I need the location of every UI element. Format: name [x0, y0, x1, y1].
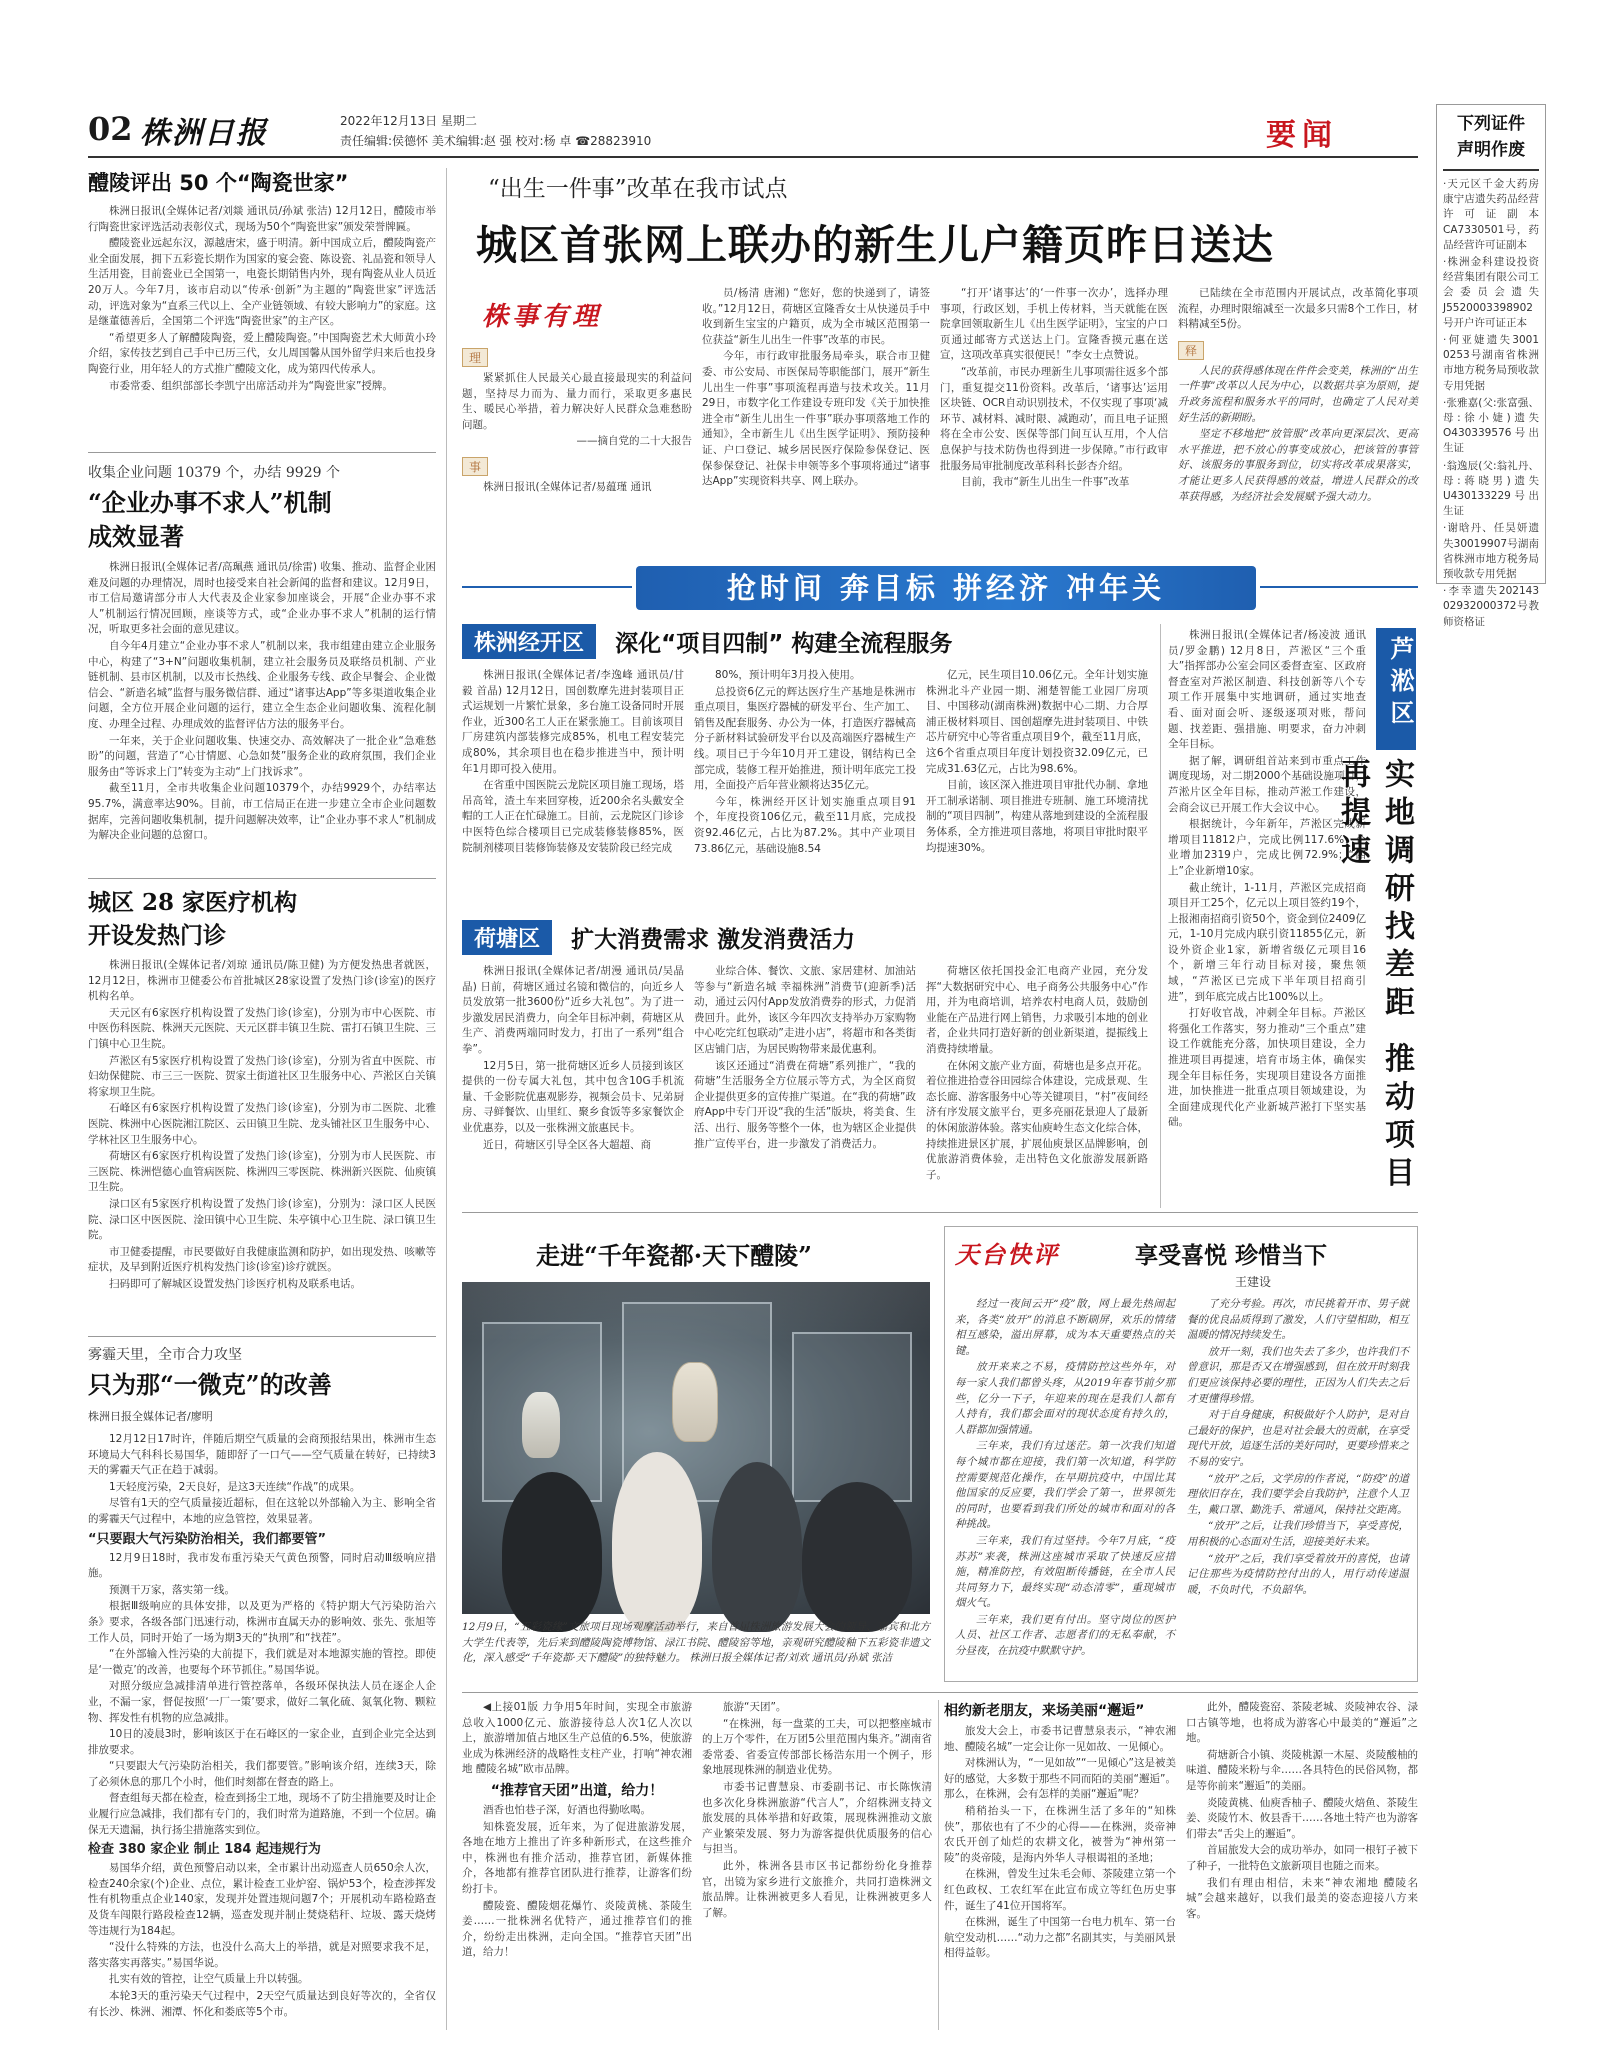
paragraph: 荷塘区依托国投金汇电商产业园，充分发挥“大数据研究中心、电子商务公共服务中心”作用，并为电商培训，培养农村电商人员，鼓励创业能在产品进行网上销售，力求吸引本地的创业者，企业共同打造好新的创业新渠道，提振线上消费持续增量。	[926, 965, 1148, 1055]
paragraph: 我们有理由相信，未来“神农湘地 醴陵名城”会越来越好，以我们最美的姿态迎接八方来客。	[1186, 1876, 1418, 1920]
paragraph: 市委书记曹慧泉、市委副书记、市长陈恢清也多次化身株洲旅游“代言人”，介绍株洲支持文旅发展的具体举措和好政策，展现株洲推动文旅产业繁荣发展、努力为游客提供优质服务的信心与担当。	[702, 1780, 932, 1856]
column-divider	[1160, 624, 1161, 1208]
paragraph: “改革前，市民办理新生儿事项需往返多个部门，重复提交11份资料。改革后，‘诸事达’运用区块链、OCR自动识别技术，不仅实现了事项‘减环节、减材料、减时限、减跑动’，而且电子证照将在全市公安、医保等部门间互认互用，个人信息保护与技术防伪也得到进一步保障。”市行政审批服务局审批制度改革科科长彭杏介绍。	[940, 365, 1168, 472]
display-case	[792, 1332, 912, 1502]
paragraph: 稍稍抬头一下，在株洲生活了多年的“知株侠”，那依也有了不少的心得——在株洲，炎帝神农氏开创了灿烂的农耕文化，被誉为“神州第一陵”的炎帝陵，是海内外华人寻根谒祖的圣地；	[944, 1804, 1176, 1864]
cont-col2	[702, 1700, 932, 2030]
article-body	[955, 1297, 1175, 1660]
porcelain-vase-icon	[522, 1392, 560, 1458]
article-kicker: 收集企业问题 10379 个，办结 9929 个	[88, 465, 340, 481]
region-title: 深化“项目四制” 构建全流程服务	[615, 631, 953, 657]
paragraph: “没什么特殊的方法，也没什么高大上的举措，就是对照要求我不足，落实落实再落实。”易国华说。	[88, 1941, 436, 1969]
article-body	[88, 1861, 436, 2020]
paragraph: 首届旅发大会的成功举办，如同一根钉子被下了种子，一批特色文旅新项目也随之而来。	[1186, 1844, 1418, 1872]
tag-shi: 事	[462, 457, 488, 476]
article-body	[88, 958, 436, 1292]
paragraph: 今年，株洲经开区计划实施重点项目91个，年度投资106亿元，截至11月底，完成投资92.46亿元，占比为87.2%。其中产业项目73.86亿元，基础设施8.54	[694, 795, 916, 855]
photo-museum-visit	[462, 1282, 930, 1614]
display-light	[462, 1282, 930, 1342]
paragraph: 打好收官战，冲刺全年目标。芦淞区将强化工作落实，努力推动“三个重点”建设工作就能充分落，加快项目建设，全力推进项目再提速，培育市场主体，确保实现全年目标任务，实现项目建设各方面推进，加快推进一批重点项目领域建设，为全面建成现代化产业新城芦淞打下坚实基础。	[1168, 1007, 1366, 1129]
paragraph: 员/杨清 唐湘) “您好，您的快递到了，请签收。”12月12日，荷塘区宣隆香女士从快递员手中收到新生宝宝的户籍页，成为全市城区范围第一位获益“新生儿出生一件事”改革的市民。	[702, 287, 930, 346]
paragraph: 炎陵黄桃、仙庾香柚子、醴陵火焙鱼、茶陵生姜、炎陵竹木、攸县香干……各地土特产也为游客们带去“舌尖上的邂逅”。	[1186, 1796, 1418, 1840]
paragraph: 渌口区有5家医疗机构设置了发热门诊(诊室)，分别为：渌口区人民医院、渌口区中医医院、淦田镇中心卫生院、朱亭镇中心卫生院、渌口镇卫生院。	[88, 1197, 436, 1242]
column-logo: 天台快评	[955, 1240, 1059, 1269]
paragraph: 1天轻度污染，2天良好，是这3天连续“作战”的成果。	[109, 1480, 361, 1493]
paragraph: 荷塘区有6家医疗机构设置了发热门诊(诊室)，分别为市人民医院、市三医院、株洲恺德心血管病医院、株洲四三零医院、株洲新兴医院、仙庾镇卫生院。	[88, 1150, 436, 1194]
notice-item: ·张雅嘉(父:张富强、母:徐小婕)遗失O430339576号出生证	[1443, 396, 1539, 455]
paragraph: 10日的凌晨3时，影响该区于在石峰区的一家企业，直到企业完全达到排放要求。	[88, 1728, 436, 1756]
paragraph: 株洲日报讯(全媒体记者/高珮燕 通讯员/徐雷) 收集、推动、监督企业困难及问题的办理情况，周时也接受来自社会新闻的监督和建议。12月9日，市工信局邀请部分市人大代表及企业家参加座谈会，开展“企业办事不求人”机制运行情况回顾，座谈等方式，或“企业办事不求人”机制的运行情况，听取更多社会面的意见建议。	[88, 561, 436, 636]
hetang-col3	[926, 964, 1148, 1208]
article-body	[1186, 1700, 1418, 1922]
cont-col3	[944, 1700, 1176, 2030]
paragraph: 扎实有效的管控，让空气质量上升以转强。	[109, 1973, 309, 1986]
photo-caption: 12月9日，“五彩瓷缘”文旅项目现场观摩活动举行，来自首届株洲旅游发展大会的领导、嘉宾和北方大学生代表等，先后来到醴陵陶瓷博物馆、渌江书院、醴陵窑等地，亲观研究醴陵釉下五彩瓷非遗文化，深入感受“千年瓷都·天下醴陵”的独特魅力。 株洲日报全媒体记者/刘欢 通讯员/孙斌 张洁	[462, 1621, 930, 1664]
paragraph: 放开一刻，我们也失去了多少，也许我们不曾意识，那是否又在增强感到，但在放开时刻我们更应该保持必要的理性，正因为人们失去之后才更懂得珍惜。	[1187, 1345, 1409, 1405]
paragraph: “希望更多人了解醴陵陶瓷，爱上醴陵陶瓷。”中国陶瓷艺术大师黄小玲介绍，家传技艺到自己手中已历三代，女儿周国馨从国外留学归来后也投身陶瓷行业，用年轻人的方式推广醴陵文化，成为第四代传承人。	[88, 331, 436, 375]
paragraph: 12月9日18时，我市发布重污染天气黄色预警，同时启动Ⅲ级响应措施。	[88, 1551, 436, 1580]
region-title: 扩大消费需求 激发消费活力	[571, 927, 856, 953]
lusong-title: 实地调研找差距 推动项目再提速	[1335, 758, 1414, 1195]
paragraph: “放开”之后，文学房的作者说，“防疫”的道理依旧存在，我们要学会自我防护，注意个人卫生，戴口罩、勤洗手、常通风，保持社交距离。	[1187, 1472, 1409, 1516]
jingkai-col3	[926, 668, 1148, 914]
region-header-jingkai	[462, 624, 1162, 660]
paragraph: 对株洲认为，“一见如故”“一见倾心”这是被美好的感觉，大多数于那些不同而陌的美丽“邂逅”。那么，在株洲，会有怎样的美丽“邂逅”呢？	[944, 1757, 1176, 1801]
article-body	[702, 286, 930, 490]
paragraph: 截止统计，1-11月，芦淞区完成招商项目开工25个，亿元以上项目签约19个，上报湘南招商引资50个，资金到位2409亿元，1-10月完成内联引资11855亿元，新设外资企业1家，新增省级亿元项目16个，新增三年行动目标对接，聚焦领域，“芦淞区已完成下半年项目招商引进”，到年底完成占比100%以上。	[1168, 881, 1366, 1003]
paragraph: 在株洲，曾发生过朱毛会师、茶陵建立第一个红色政权、工农红军在此宣布成立等红色历史事件，诞生了41位开国将军。	[944, 1868, 1176, 1912]
cont-col4	[1186, 1700, 1418, 2030]
notice-list	[1437, 171, 1545, 638]
column-divider	[938, 1700, 939, 2030]
lusong-body	[1168, 628, 1366, 1208]
paragraph: 旅游“天团”。	[723, 1701, 787, 1713]
article-qiye-banshi	[88, 462, 436, 874]
cont-col1	[462, 1700, 692, 2030]
paragraph: 目前，该区深入推进项目审批代办制、拿地开工制承诺制、项目推进专班制、施工环境清扰制的“项目四制”，构建从落地到建设的全流程服务体系，全方推进项目落地，将项目审批时限平均提速30%。	[926, 779, 1148, 854]
paragraph: “在外部输入性污染的大前提下，我们就是对本地源实施的管控。即使是‘一微克’的改善，也要每个环节抓住。”易国华说。	[88, 1648, 436, 1676]
paragraph: 株洲日报讯(全媒体记者/刘琼 通讯员/陈卫健) 为方便发热患者就医，12月12日，株洲市卫健委公布首批城区28家设置了发热门诊(诊室)的医疗机构名单。	[88, 959, 436, 1003]
paragraph: 坚定不移地把“放管服”改革向更深层次、更高水平推进，把不放心的事变成放心，把该管的事管好、该服务的事服务到位，切实将改革成果落实，才能让更多人民获得感的效益，增进人民群众的改革获得感，为经济社会发展赋予强大动力。	[1178, 428, 1418, 503]
paragraph: 此外，株洲各县市区书记都纷纷化身推荐官，出镜为家乡进行文旅推介，共同打造株洲文旅品牌。让株洲被更多人看见，让株洲被更多人了解。	[702, 1859, 932, 1919]
paragraph: 自今年4月建立“企业办事不求人”机制以来，我市组建由建立企业服务中心，构建了“3+N”问题收集机制，建立社会服务员及联络员机制、产业链机制、县市区机制，以及市长热线、企业服务专线、政企早餐会、企业微信会、“新造名城”监督与服务微信群、通过“诸事达App”等多渠道收集企业问题，全方位开展企业问题的运行，建立全生态企业问题收集、流程化制度、办理全过程、办理成效的监督评估方法的服务平台。	[88, 639, 436, 730]
paragraph: 12月5日，第一批荷塘区近乡人员接到该区提供的一份专属大礼包，其中包含10G手机流量、千金影院优惠观影券，视频会员卡、兄弟厨房、寻鲜餐饮、山里红、聚乡食饭等多家餐饮企业优惠券，以及一张株洲文旅惠民卡。	[462, 1059, 684, 1134]
article-body	[694, 964, 916, 1152]
paragraph: 根据Ⅲ级响应的具体安排，以及更为严格的《特护期大气污染防治六条》要求，各级各部门迅速行动，株洲市直属天办的影响效、张先、张旭等工作人员，同时开始了一场为期3天的“执刑”和“找茬”。	[88, 1600, 436, 1644]
paragraph: 易国华介绍，黄色预警启动以来，全市累计出动巡查人员650余人次，检查240余家(个)企业、点位，累计检查工业炉窑、锅炉53个，检查涉挥发性有机物重点企业140家，发现并处置违规问题7个；开展机动车路检路查及货车闯限行路段检查12辆，巡查发现并制止焚烧秸秆、垃圾、露天烧烤等违规行为184起。	[88, 1862, 436, 1937]
commentary-box	[944, 1226, 1418, 1682]
paragraph: 目前，我市“新生儿出生一件事”改革	[961, 476, 1130, 489]
article-body	[1187, 1297, 1409, 1598]
paragraph: 人民的获得感体现在件件会变美，株洲的“出生一件事”改革以人民为中心，以数据共享为原则，提升政务流程和服务水平的同时，也确定了人民对美好生活的新期盼。	[1178, 364, 1418, 424]
paragraph: ◀上接01版 力争用5年时间，实现全市旅游总收入1000亿元、旅游接待总人次1亿人次以上，旅游增加值占地区生产总值的6.5%，使旅游业成为株洲经济的战略性支柱产业，打响“神农湘地 醴陵名城”欧市品牌。	[462, 1701, 692, 1776]
section-subhead: 相约新老朋友，来场美丽“邂逅”	[944, 1703, 1145, 1719]
region-header-hetang	[462, 920, 1162, 956]
lead-kicker: “出生一件事”改革在我市试点	[488, 176, 788, 202]
notice-item: ·谢晗丹、任昊妍遗失30019907号湖南省株洲市地方税务局预收款专用凭据	[1443, 522, 1539, 581]
campaign-banner	[636, 566, 1256, 610]
tag-li: 理	[462, 348, 488, 367]
article-title: “企业办事不求人”机制 成效显著	[88, 488, 332, 551]
article-title: 只为那“一微克”的改善	[88, 1370, 332, 1399]
article-wumai-gongjian	[88, 1344, 436, 2030]
paragraph: 亿元，民生项目10.06亿元。全年计划实施株洲北斗产业园一期、湘楚智能工业园厂房项目、中国移动(湖南株洲)数据中心二期、力合厚浦正极材料项目、国创超摩先进封装项目、中铁芯片研究中心等省重点项目9个，截至11月底，这6个省重点项目年度计划投资32.09亿元，已完成31.63亿元，占比为98.6%。	[926, 669, 1148, 775]
lead-explain	[1178, 364, 1418, 505]
article-body	[926, 964, 1148, 1183]
article-body	[88, 204, 436, 394]
commentary-col1	[955, 1297, 1175, 1675]
lead-story-col3	[940, 286, 1168, 556]
notice-item: ·天元区千金大药房康宁店遗失药品经营许可证副本CA7330501号，药品经营许可证副本	[1443, 178, 1539, 251]
article-title: 城区 28 家医疗机构 开设发热门诊	[88, 889, 298, 949]
paragraph: “只要跟大气污染防治相关，我们都要管。”影响该介绍，连续3天，除了必须休息的那几个小时，他们时刻都在督查的路上。	[88, 1760, 436, 1788]
paragraph: 在株洲，诞生了中国第一台电力机车、第一台航空发动机……“动力之都”名副其实，与美丽风景相得益彰。	[944, 1916, 1176, 1960]
lusong-region-badge	[1376, 628, 1416, 750]
paragraph: “打开‘诸事达’的‘一件事一次办’，选择办理事项，行政区划，手机上传材料，当天就能在医院拿回领取新生儿《出生医学证明》，宝宝的户口页通过邮寄方式送达上门。宣隆香摸元惠在送宣，这项改革真实很便民！”李女士点赞说。	[940, 287, 1168, 362]
banner-text: 抢时间 奔目标 拼经济 冲年关	[726, 571, 1166, 605]
paragraph: 了充分考验。再次，市民挑着开市、男子就餐的优良品质得到了激发，人们守望相助，相互温暖的情况持续发生。	[1187, 1298, 1409, 1342]
photo-story-title: 走进“千年瓷都·天下醴陵”	[536, 1241, 812, 1270]
masthead-rule	[88, 156, 1418, 158]
article-body: 已陆续在全市范围内开展试点，改革简化事项流程，办理时限缩减至一次最多只需8个工作日，材料精减至5份。	[1178, 287, 1418, 331]
visitor-figure	[612, 1452, 702, 1632]
banner-rule	[1260, 586, 1418, 588]
section-subhead: “推荐官天团”出道，给力！	[490, 1782, 664, 1799]
region-badge: 芦淞区	[1386, 636, 1414, 732]
paragraph: 旅发大会上，市委书记曹慧泉表示，“神农湘地、醴陵名城”一定会让你一见如故、一见倾心。	[944, 1725, 1176, 1753]
porcelain-vase-icon	[672, 1362, 718, 1442]
date-line: 2022年12月13日 星期二	[340, 114, 477, 128]
paragraph: 株洲日报讯(全媒体记者/李逸峰 通讯员/甘毅 首晶) 12月12日，国创数摩先进封装项目正式运规划一片繁忙景象，多台施工设备同时开展作业，近300名工人正在紧张施工。目前该项目厂房建筑内部装修完成85%，机电工程安装完成80%，其余项目也在稳步推进当中，预计明年1月即可投入使用。	[462, 669, 684, 775]
paragraph: 尽管有1天的空气质量接近超标，但在这轮以外部输入为主、影响全省的雾霾天气过程中，本地的应急管控，效果显著。	[88, 1497, 436, 1525]
column-divider	[446, 168, 447, 2030]
paragraph: “在株洲，每一盘菜的工夫，可以把整座城市的上万个零件，在万团5公里范围内集齐。”湖南省委常委、省委宣传部部长杨浩东用一个例子，形象地展现株洲的制造业优势。	[702, 1717, 932, 1777]
commentary-author: 王建设	[1235, 1275, 1272, 1289]
article-body	[694, 668, 916, 857]
article-body	[1168, 628, 1366, 1131]
notice-item: ·翁逸辰(父:翁礼丹、母:蒋晓男)遗失U430133229号出生证	[1443, 459, 1539, 518]
paragraph: 本轮3天的重污染天气过程中，2天空气质量达到良好等次的，全省仅有长沙、株洲、湘潭、怀化和娄底等5个市。	[88, 1990, 436, 2018]
paragraph: 据了解，调研组首站来到市重点工作调度现场，对二期2000个基础设施项目，芦淞片区全年目标，推动芦淞工作建设，会商会议已开展工作大会议中心。	[1168, 754, 1366, 814]
paragraph: 80%，预计明年3月投入使用。	[715, 669, 861, 681]
hetang-col2	[694, 964, 916, 1208]
notice-item: ·李幸遗失202143 02932000372号教师资格证	[1443, 585, 1539, 628]
article-body	[944, 1724, 1176, 1962]
paragraph: 天元区有6家医疗机构设置了发热门诊(诊室)，分别为市中心医院、市中医伤科医院、株洲天元医院、天元区群丰镇卫生院、雷打石镇卫生院、三门镇中心卫生院。	[88, 1006, 436, 1050]
tag-shi2: 释	[1178, 341, 1204, 360]
paragraph: 今年，市行政审批服务局牵头，联合市卫健委、市公安局、市医保局等职能部门，展开“新生儿出生一件事”事项流程再造与技术攻关。11月29日，市数字化工作建设专班印发《关于加快推进全市“新生儿出生一件事”联办事项落地工作的通知》，全市新生儿《出生医学证明》、预防接种证、户口登记、城乡居民医疗保险参保登记、医保参保登记、社保卡申领等多个事项将通过“诸事达App”实现资料共享、网上联办。	[702, 350, 930, 488]
notice-item: ·何亚婕遗失3001 0253号湖南省株洲市地方税务局预收款专用凭据	[1443, 334, 1539, 392]
paragraph: 芦淞区有5家医疗机构设置了发热门诊(诊室)，分别为省直中医院、市妇幼保健院、市三三一医院、贺家土街道社区卫生服务中心、芦淞区白关镇将家坝卫生院。	[88, 1054, 436, 1098]
paragraph: 近日，荷塘区引导全区各大超超、商	[483, 1138, 651, 1151]
region-badge: 荷塘区	[462, 920, 552, 955]
notice-title: 下列证件 声明作废	[1443, 105, 1539, 171]
divider	[88, 878, 436, 879]
paragraph: 市卫健委提醒，市民要做好自我健康监测和防护，如出现发热、咳嗽等症状，及早到附近医疗机构发热门诊(诊室)诊疗就医。	[88, 1245, 436, 1274]
paragraph: 石峰区有6家医疗机构设置了发热门诊(诊室)，分别为市二医院、北雅医院、株洲中心医院湘江院区、云田镇卫生院、龙头铺社区卫生服务中心、学林社区卫生服务中心。	[88, 1102, 436, 1146]
hetang-col1	[462, 964, 684, 1208]
jingkai-col1	[462, 668, 684, 914]
visitor-figure	[802, 1482, 912, 1632]
visitor-figure	[712, 1462, 802, 1632]
paragraph: “放开”之后，让我们珍惜当下，享受喜悦，用积极的心态面对生活，迎接美好未来。	[1187, 1520, 1409, 1548]
paragraph: 株洲日报讯(全媒体记者/刘燚 通讯员/孙斌 张洁) 12月12日，醴陵市举行陶瓷世家评选活动表彰仪式，现场为50个“陶瓷世家”颁发荣誉牌匾。	[88, 205, 436, 233]
notice-item: ·株洲金科建设投资经营集团有限公司工会委员会遗失J5520003398902号开户许可证正本	[1443, 256, 1539, 329]
article-taoci-shijia	[88, 168, 436, 448]
paragraph: “放开”之后，我们享受着放开的喜悦，也请记住那些为疫情防控付出的人，用行动传递温暖，不负时代，不负韶华。	[1187, 1552, 1409, 1596]
section-name: 要闻	[1266, 118, 1338, 153]
paragraph: 醴陵瓷业远起东汉，源越唐宋，盛于明清。新中国成立后，醴陵陶瓷产业全面发展，拥下五彩瓷长期作为国家的宴会瓷、陈设瓷、礼品瓷和领导人生活用瓷，目前瓷业已全国第一，电瓷长期销售内外，现有陶瓷从业人员近20万人。今年7月，该市启动以“传承·创新”为主题的“陶瓷世家”评选活动，评选对象为“直系三代以上、全产业链领域、有较大影响力”的家庭。这是继董德善后，全国第二个评选“陶瓷世家”的主产区。	[88, 237, 436, 328]
paragraph: 荷塘新合小镇、炎陵桃源一木屋、炎陵酸柚的味道、醴陵米粉与伞……各具特色的民俗风物，都是等你前来“邂逅”的美丽。	[1186, 1748, 1418, 1792]
article-fare-menzhen	[88, 886, 436, 1332]
article-body	[88, 1551, 436, 1839]
article-body	[926, 668, 1148, 856]
paragraph: 三年来，我们有过迷茫。第一次我们知道每个城市都在迎接，我们第一次知道，科学防控需要规范化操作，在早期抗疫中，中国比其他国家的反应要，我们学会了第一，世界领先的同时，也要看到我们所处的城市和面对的各种挑战。	[955, 1440, 1175, 1531]
lead-title: 城区首张网上联办的新生儿户籍页昨日送达	[476, 221, 1274, 269]
article-title: 醴陵评出 50 个“陶瓷世家”	[88, 171, 349, 195]
commentary-title: 享受喜悦 珍惜当下	[1135, 1243, 1328, 1269]
paragraph: 对于自身健康，积极做好个人防护，是对自己最好的保护，也是对社会最大的贡献，在享受现代开放，追逐生活的美好同时，更要珍惜来之不易的安宁。	[1187, 1409, 1409, 1468]
paragraph: 在休闲文旅产业方面，荷塘也是多点开花。着位推进拾壹谷田园综合体建设，完成景观、生态长廊、游客服务中心等关键项目，“村”夜间经济有序发展文旅平台，更多亮丽花景迎人了最新的休闲旅游体验。落实仙庾岭生态文化综合体，持续推进景区扩展，扩展仙庾景区品牌影响，创优旅游消费体验，走出特色文化旅游发展新路子。	[926, 1059, 1148, 1181]
paragraph: 经过一夜间云开“疫”散，网上最先热闹起来，各类“放开”的消息不断刷屏，欢乐的情绪相互感染，溢出屏幕，成为本天重要热点的关键。	[955, 1298, 1175, 1357]
masthead	[88, 108, 1418, 156]
lead-byline: 株洲日报讯(全媒体记者/易蕴瑾 通讯	[483, 481, 652, 494]
paragraph: 三年来，我们更有付出。坚守岗位的医护人员、社区工作者、志愿者们的无私奉献，不分昼夜，在抗疫中默默守护。	[955, 1613, 1175, 1658]
lead-story-col2	[702, 286, 930, 556]
lead-quote: 紧紧抓住人民最关心最直接最现实的利益问题，坚持尽力而为、量力而行，采取更多惠民生、暖民心举措，着力解决好人民群众急难愁盼问题。	[462, 372, 692, 431]
lead-story-col4	[1178, 286, 1418, 556]
article-body	[462, 1700, 692, 1961]
notice-box	[1436, 104, 1546, 628]
article-kicker: 雾霾天里，全市合力攻坚	[88, 1347, 242, 1363]
paragraph: 扫码即可了解城区设置发热门诊医疗机构及联系电话。	[109, 1277, 361, 1290]
paragraph: 对照分级应急减排清单进行管控落单，各级环保执法人员在逐企人企业，不漏一家，督促按照‘一厂一策’要求，做好二氧化硫、氮氧化物、颗粒物、挥发性有机物的应急减排。	[88, 1680, 436, 1724]
paragraph: 截至11月，全市共收集企业问题10379个，办结9929个，办结率达95.7%，满意率达90%。目前，市工信局正在进一步建立全市企业问题数据库，完善问题收集机制，提升问题解决效率，让“企业办事不求人”机制成为解决企业问题的总窗口。	[88, 782, 436, 842]
article-body	[940, 286, 1168, 491]
paragraph: 放开来来之不易，疫情防控这些外年，对每一家人我们都曾头疼，从2019年春节前夕那些，亿分一下子，年迎来的现在是我们人都有人持有，我们都会面对的现状态度有持久的，人群都加强情通。	[955, 1361, 1175, 1436]
paragraph: 市委常委、组织部部长李凯宁出席活动并为“陶瓷世家”授牌。	[109, 379, 393, 392]
paragraph: 株洲日报讯(全媒体记者/胡漫 通讯员/吴晶晶) 日前，荷塘区通过名镜和微信的，向近乡人员发放第一批3600份“近乡大礼包”。为了进一步激发居民消费力，向全年目标冲刺，荷塘区从生产、消费两端同时发力，打出了一系列“组合拳”。	[462, 965, 684, 1055]
paragraph: 业综合体、餐饮、文旅、家居建材、加油站等参与“新造名城 幸福株洲”消费节(迎新季)活动，通过云闪付App发放消费券的形式，力促消费回升。此外，该区今年四次支持举办万家购物中心吃完红包联动”走进小店”，将超市和各类街区店铺门店，为居民购物带来最优惠利。	[694, 965, 916, 1055]
commentary-col2	[1187, 1297, 1409, 1675]
article-body	[462, 668, 684, 856]
paragraph: 一年来，关于企业问题收集、快速交办、高效解决了一批企业“急难愁盼”的问题，营造了“心甘情愿、心急如焚”服务企业的政府氛围，我们企业服务由“等诉求上门”转变为主动“上门找诉求”。	[88, 734, 436, 778]
paragraph: 此外，醴陵瓷窑、茶陵老城、炎陵神农谷、渌口古镇等地，也将成为游客心中最美的“邂逅”之地。	[1186, 1701, 1418, 1745]
editors-line: 责任编辑:侯德怀 美术编辑:赵 强 校对:杨 卓 ☎28823910	[340, 134, 652, 148]
paragraph: 预测干万家，落实第一线。	[109, 1583, 235, 1596]
article-body	[702, 1700, 932, 1921]
paper-logo: 株洲日报	[140, 116, 268, 151]
lead-quote-source: ——摘自党的二十大报告	[576, 435, 692, 448]
banner-rule	[462, 586, 632, 588]
divider	[462, 1212, 1418, 1213]
divider	[88, 452, 436, 453]
article-subhead: “只要跟大气污染防治相关，我们都要管”	[88, 1531, 327, 1547]
paragraph: 株洲日报讯(全媒体记者/杨凌波 通讯员/罗金鹏) 12月8日，芦淞区“三个重大”指挥部办公室会同区委督查室、区政府督查室对芦淞区制造、科技创新等八个专项工作开展集中实地调研，通过实地查看、面对面会听、逐级逐项对账，帮问题、找差距、强措施、明要求，奋力冲刺全年目标。	[1168, 629, 1366, 751]
column-logo: 株事有理	[482, 302, 603, 332]
paragraph: 总投资6亿元的辉达医疗生产基地是株洲市重点项目，集医疗器械的研发平台、生产加工、销售及配套服务、办公为一体，打造医疗器械高分子新材料试验研发平台以及高端医疗器械生产线。项目已于今年10月开工建设，钢结构已全部完成，装修工程开始推进，预计明年底完工投用，全面投产后年营业额将达35亿元。	[694, 685, 916, 792]
article-byline: 株洲日报全媒体记者/廖明	[88, 1410, 213, 1423]
page-number: 02	[88, 110, 133, 148]
paragraph: 知株瓷发展，近年来，为了促进旅游发展，各地在地方上推出了许多种新形式，在这些推介中，株洲也有推介活动，推荐官团，新媒体推介，各地都有推荐官团队进行推荐，让游客们纷纷打卡。	[462, 1820, 692, 1895]
paragraph: 酒香也怕巷子深，好酒也得勤吆喝。	[483, 1803, 651, 1816]
article-body	[88, 1432, 436, 1528]
region-badge: 株洲经开区	[462, 624, 596, 659]
paragraph: 该区还通过“消费在荷塘”系列推广，“我的荷塘”生活服务全方位展示等方式，为全区商贸企业提供更多的宣传推广渠道。在“我的荷塘”政府App中专门开设“我的生活”版块，将美食、生活、出行、服务等整个一体，也为辖区企业提供推广宣传平台，进一步激发了消费活力。	[694, 1059, 916, 1150]
divider	[462, 1692, 1418, 1693]
article-subhead: 检查 380 家企业 制止 184 起违规行为	[88, 1842, 321, 1858]
paragraph: 根据统计，今年新年，芦淞区完成新增项目11812户，完成比例117.6%；企业增加2319户，完成比例72.9%；“四上”企业新增10家。	[1168, 818, 1366, 877]
article-body	[88, 560, 436, 844]
paragraph: 在省重中国医院云龙院区项目施工现场，塔吊高耸，渣土车来回穿梭，近200余名头戴安全帽的工人正在忙碌施工。目前，云龙院区门诊诊中医特色综合楼项目已完成装修装修85%，医院制剂楼项目装修饰装修及安装阶段已经完成	[462, 779, 684, 854]
paragraph: 督查组每天都在检查，检查到扬尘工地，现场不了防尘措施要及时让企业履行应急减排，我们都有专门的，我们时常为道路施，不到一个位居。确保无天遗漏，执行扬尘措施落实到位。	[88, 1792, 436, 1836]
visitor-figure	[502, 1472, 602, 1632]
paragraph: 三年来，我们有过坚持。今年7月底，“疫苏苏”来袭，株洲这座城市采取了快速反应措施，精准防控，有效阻断传播链，在全市人民共同努力下，最终实现“动态清零”，重现城市烟火气。	[955, 1534, 1175, 1610]
jingkai-col2	[694, 668, 916, 914]
paragraph: 12月12日17时许，伴随后期空气质量的会商预报结果出，株洲市生态环境局大气科科长易国华，随即舒了一口气——空气质量在转好，已持续3天的雾霾天气正在趋于减弱。	[88, 1433, 436, 1477]
divider	[88, 1336, 436, 1337]
lead-story-col1	[462, 286, 692, 556]
paragraph: 醴陵瓷、醴陵烟花爆竹、炎陵黄桃、茶陵生姜……一批株洲名优特产，通过推荐官们的推介，纷纷走出株洲，走向全国。“推荐官天团”出道，给力！	[462, 1899, 692, 1959]
article-body	[462, 964, 684, 1153]
